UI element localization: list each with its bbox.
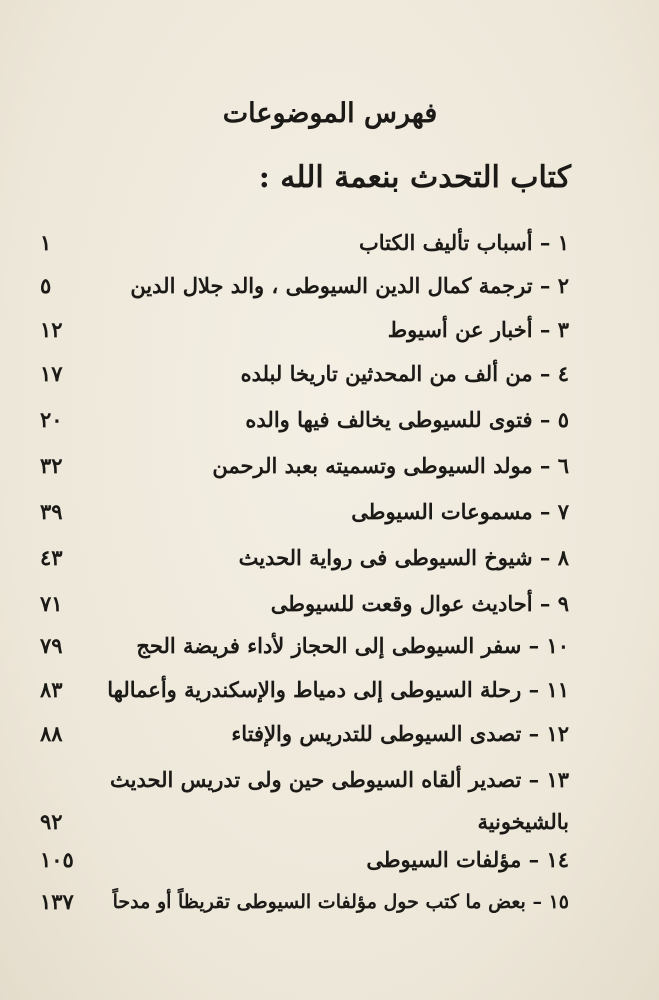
- toc-entry-page: ٢٠: [40, 407, 63, 432]
- toc-entry: [40, 448, 569, 488]
- toc-entry-continuation: بالشيخونية: [477, 809, 569, 834]
- toc-entry-title: ٧ – مسموعات السيوطى: [351, 499, 569, 524]
- toc-entry-page: ١٧: [40, 361, 63, 386]
- toc-entry-page: ٨٣: [40, 677, 63, 702]
- toc-entry-title: ١٥ – بعض ما كتب حول مؤلفات السيوطى تقريظاً أو مدحاً: [112, 891, 569, 913]
- toc-entry-page: ٤٣: [40, 545, 63, 570]
- toc-entry: [40, 268, 569, 308]
- toc-entry-page: ١٣٧: [40, 889, 74, 914]
- toc-entry-page: ٣٢: [40, 453, 63, 478]
- toc-entry: [40, 356, 569, 396]
- toc-entry-title: ٣ – أخبار عن أسيوط: [387, 317, 569, 342]
- toc-entry-page: ٨٨: [40, 721, 63, 746]
- toc-entry: [40, 586, 569, 626]
- toc-entry: [40, 402, 569, 442]
- toc-entry: [40, 628, 569, 668]
- toc-entry: [40, 672, 569, 712]
- toc-entry: [40, 762, 569, 846]
- toc-entry: [40, 716, 569, 756]
- toc-entry-title: ١٤ – مؤلفات السيوطى: [366, 847, 569, 872]
- toc-entry-title: ٢ – ترجمة كمال الدين السيوطى ، والد جلال الدين: [130, 273, 569, 298]
- toc-entry: [40, 225, 569, 265]
- toc-entry: [40, 842, 569, 882]
- toc-entry-title: ٦ – مولد السيوطى وتسميته بعبد الرحمن: [212, 453, 569, 478]
- toc-entry-page: ٧٩: [40, 633, 63, 658]
- toc-entry-page: ١: [40, 230, 52, 255]
- toc-entry-title: ٤ – من ألف من المحدثين تاريخا لبلده: [240, 361, 569, 386]
- toc-entry-page: ٥: [40, 273, 52, 298]
- toc-entry-title: ١٠ – سفر السيوطى إلى الحجاز لأداء فريضة الحج: [136, 633, 569, 658]
- section-title: كتاب التحدث بنعمة الله :: [258, 160, 571, 195]
- toc-entry-title: ١٢ – تصدى السيوطى للتدريس والإفتاء: [231, 721, 569, 746]
- toc-entry-page: ١٢: [40, 317, 63, 342]
- toc-entry-title: ١١ – رحلة السيوطى إلى دمياط والإسكندرية وأعمالها: [107, 677, 569, 702]
- toc-entry-page: ٧١: [40, 591, 63, 616]
- toc-entry-page: ٩٢: [40, 809, 63, 834]
- toc-entry: [40, 494, 569, 534]
- page-title: فهرس الموضوعات: [222, 98, 438, 129]
- toc-entry-title: ١٣ – تصدير ألقاه السيوطى حين ولى تدريس الحديث: [110, 767, 569, 792]
- toc-entry-page: ١٠٥: [40, 847, 74, 872]
- toc-entry-title: ١ – أسباب تأليف الكتاب: [358, 230, 569, 255]
- toc-entry-title: ٩ – أحاديث عوال وقعت للسيوطى: [270, 591, 569, 616]
- toc-entry-title: ٨ – شيوخ السيوطى فى رواية الحديث: [238, 545, 569, 570]
- toc-entry: [40, 312, 569, 352]
- toc-entry: [40, 540, 569, 580]
- toc-entry: [40, 884, 569, 924]
- toc-entry-title: ٥ – فتوى للسيوطى يخالف فيها والده: [245, 407, 569, 432]
- toc-entry-page: ٣٩: [40, 499, 63, 524]
